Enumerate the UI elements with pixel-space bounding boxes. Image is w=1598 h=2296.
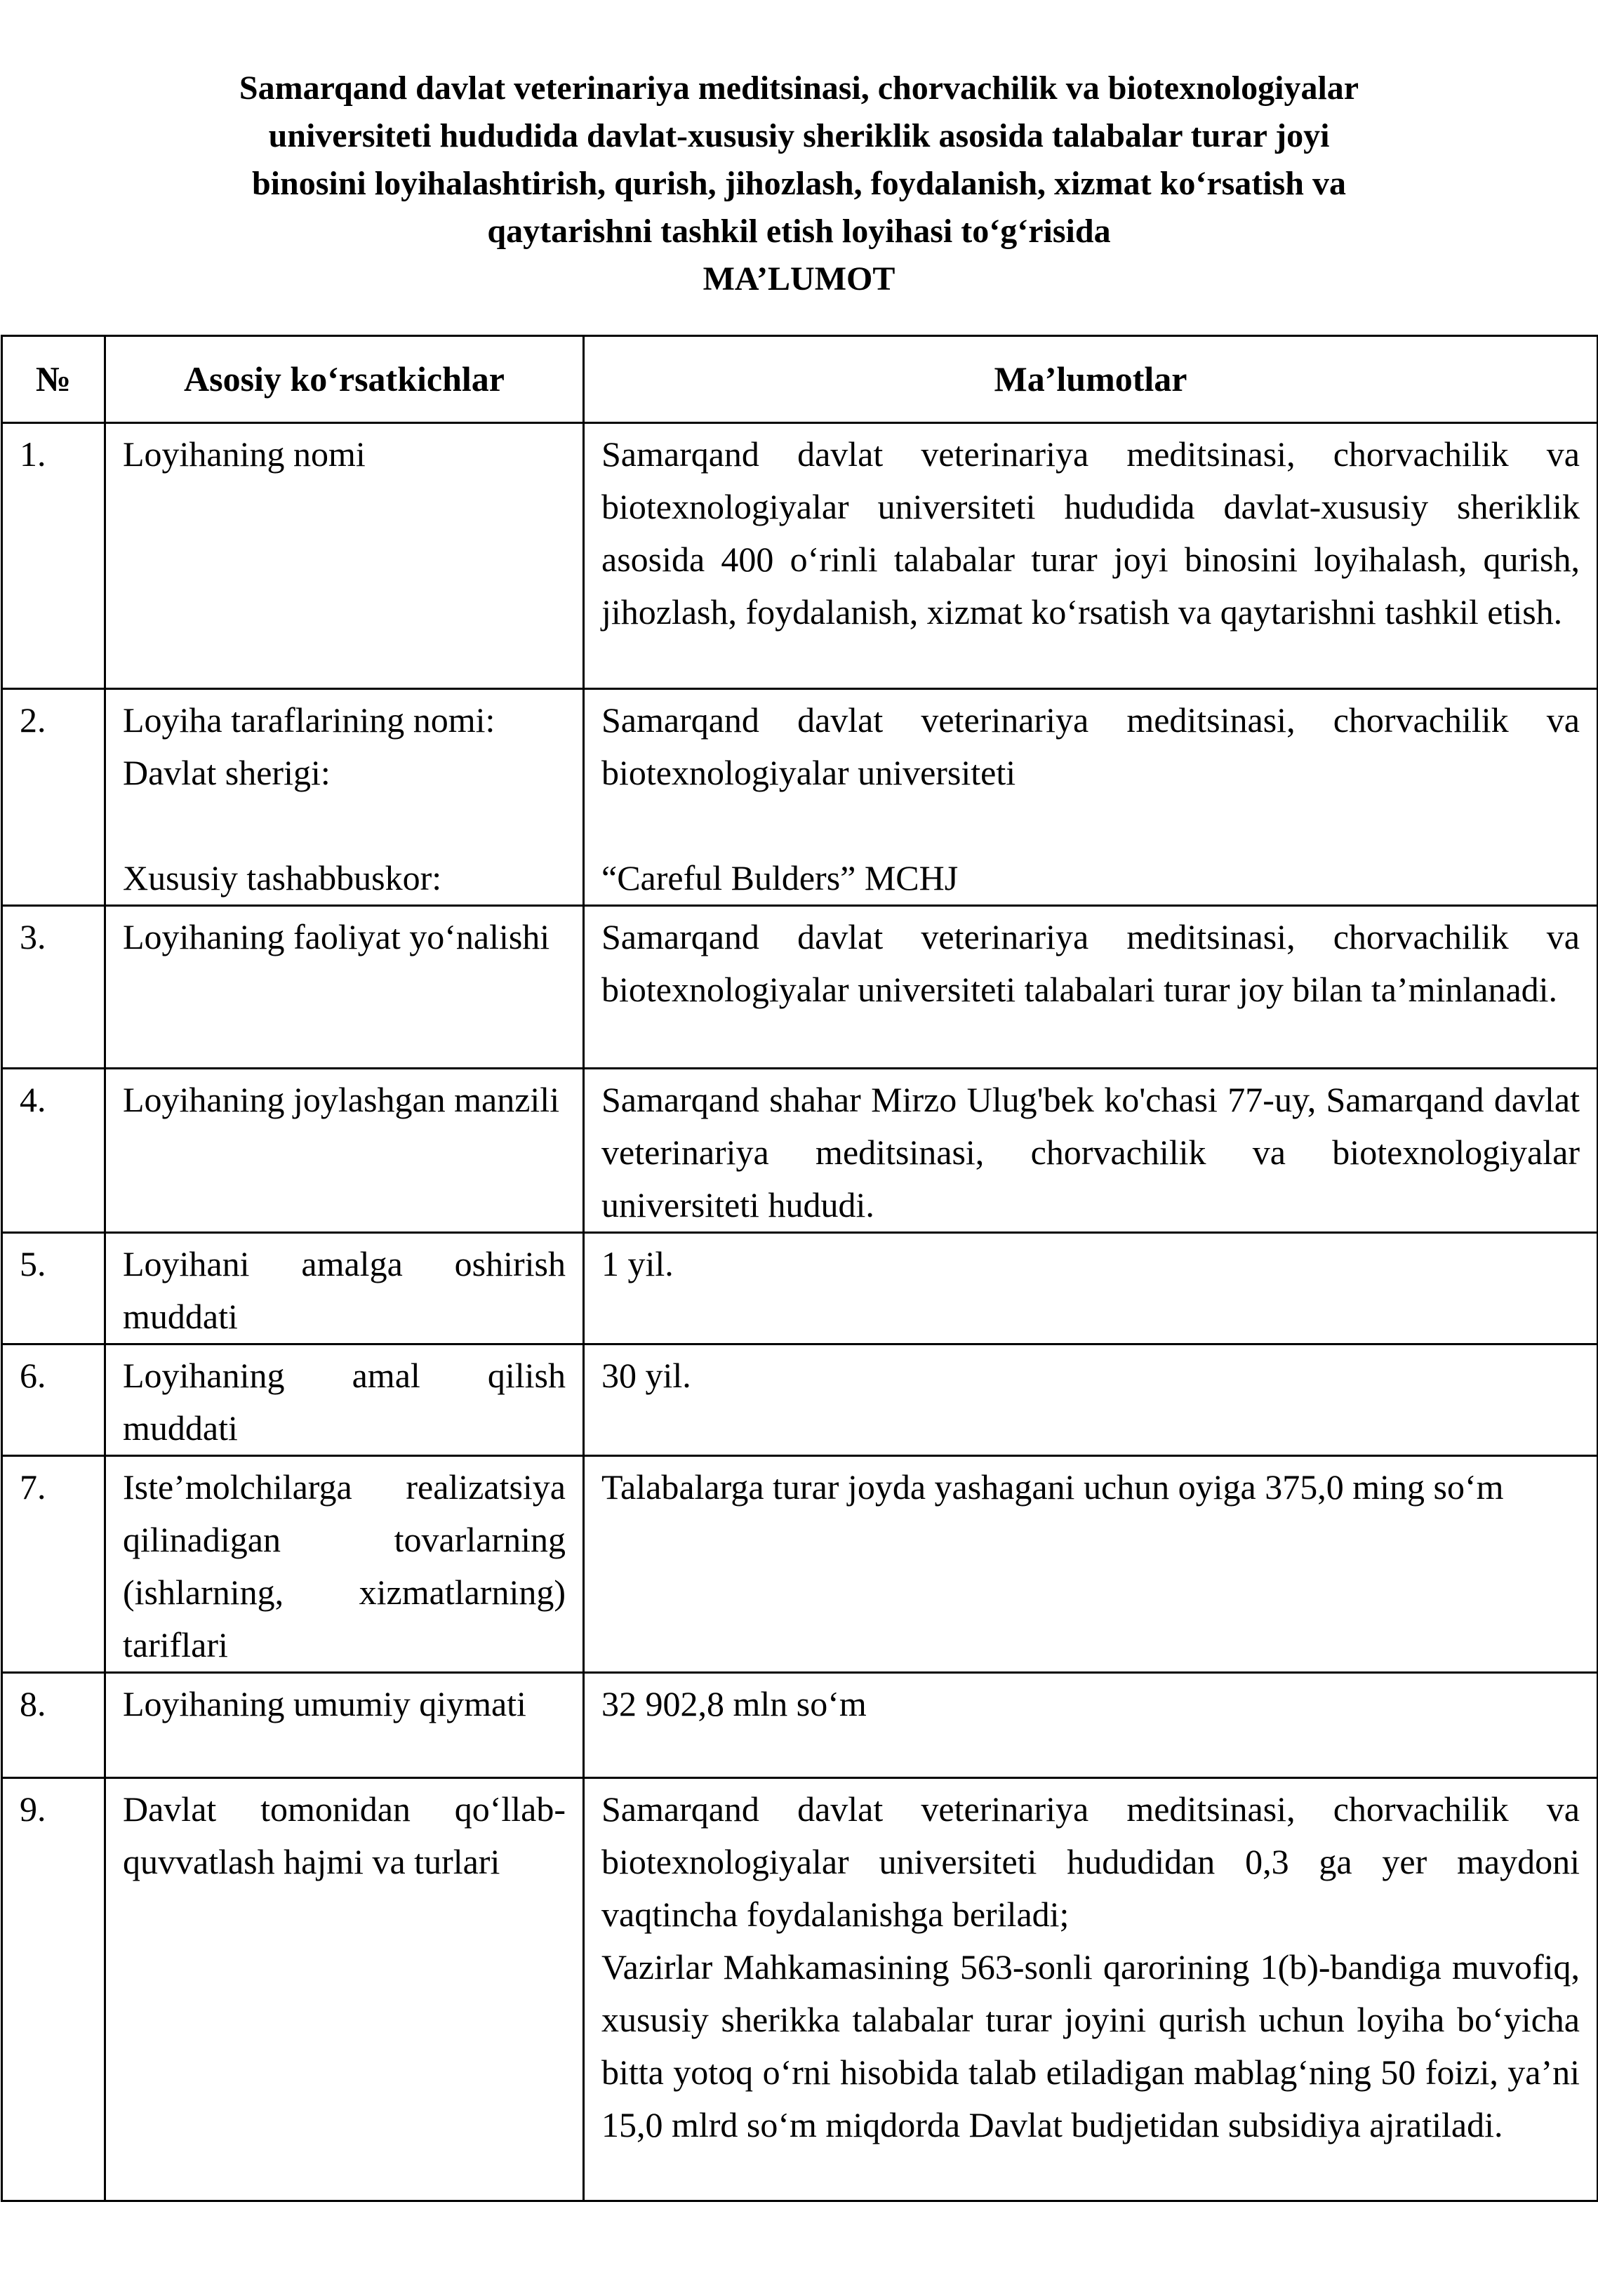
- table-header-row: [2, 336, 1598, 423]
- row-indicator: Loyihaning joylashgan manzili: [105, 1069, 584, 1233]
- table-row: [2, 423, 1598, 689]
- table-row: [2, 1778, 1598, 2201]
- row-number: 8.: [2, 1673, 105, 1778]
- header-data: Ma’lumotlar: [584, 336, 1598, 423]
- title-line-1: Samarqand davlat veterinariya meditsinasi, chorvachilik va biotexnologiyalar: [239, 69, 1359, 107]
- row-indicator: Loyihaning amal qilish muddati: [105, 1344, 584, 1456]
- row-data: 30 yil.: [584, 1344, 1598, 1456]
- row-indicator: Loyihaning faoliyat yo‘nalishi: [105, 906, 584, 1069]
- table-row: [2, 1456, 1598, 1673]
- title-line-3: binosini loyihalashtirish, qurish, jihozlash, foydalanish, xizmat ko‘rsatish va: [251, 165, 1346, 202]
- row-data: Talabalarga turar joyda yashagani uchun oyiga 375,0 ming so‘m: [584, 1456, 1598, 1673]
- row-indicator: Loyihaning umumiy qiymati: [105, 1673, 584, 1778]
- row-number: 4.: [2, 1069, 105, 1233]
- row-data: Samarqand davlat veterinariya meditsinasi, chorvachilik va biotexnologiyalar universiteti hududidan 0,3 ga yer maydoni vaqtincha foydalanishga beriladi; Vazirlar Mahkamasining 563-sonli qarorining 1(b)-bandiga muvofiq, xususiy sherikka talabalar turar joyini qurish uchun loyiha bo‘yicha bitta yotoq o‘rni hisobida talab etiladigan mablag‘ning 50 foizi, ya’ni 15,0 mlrd so‘m miqdorda Davlat budjetidan subsidiya ajratiladi.: [584, 1778, 1598, 2201]
- table-row: [2, 1233, 1598, 1344]
- document-title: [42, 65, 1556, 303]
- header-num: №: [2, 336, 105, 423]
- row-number: 5.: [2, 1233, 105, 1344]
- title-line-2: universiteti hududida davlat-xususiy sheriklik asosida talabalar turar joyi: [268, 117, 1330, 154]
- title-heading: MA’LUMOT: [703, 260, 895, 298]
- row-data: Samarqand shahar Mirzo Ulug'bek ko'chasi 77-uy, Samarqand davlat veterinariya meditsinasi, chorvachilik va biotexnologiyalar universiteti hududi.: [584, 1069, 1598, 1233]
- table-row: [2, 1673, 1598, 1778]
- row-indicator: Davlat tomonidan qo‘llab-quvvatlash hajmi va turlari: [105, 1778, 584, 2201]
- row-number: 1.: [2, 423, 105, 689]
- row-indicator: Loyihani amalga oshirish muddati: [105, 1233, 584, 1344]
- row-data: Samarqand davlat veterinariya meditsinasi, chorvachilik va biotexnologiyalar universiteti hududida davlat-xususiy sheriklik asosida 400 o‘rinli talabalar turar joyi binosini loyihalash, qurish, jihozlash, foydalanish, xizmat ko‘rsatish va qaytarishni tashkil etish.: [584, 423, 1598, 689]
- row-indicator: Loyiha taraflarining nomi: Davlat sherigi: Xususiy tashabbuskor:: [105, 689, 584, 906]
- title-line-4: qaytarishni tashkil etish loyihasi to‘g‘risida: [487, 213, 1111, 250]
- row-data: Samarqand davlat veterinariya meditsinasi, chorvachilik va biotexnologiyalar universiteti “Careful Bulders” MCHJ: [584, 689, 1598, 906]
- row-number: 6.: [2, 1344, 105, 1456]
- table-row: [2, 906, 1598, 1069]
- row-data: Samarqand davlat veterinariya meditsinasi, chorvachilik va biotexnologiyalar universiteti talabalari turar joy bilan ta’minlanadi.: [584, 906, 1598, 1069]
- row-data: 32 902,8 mln so‘m: [584, 1673, 1598, 1778]
- row-number: 2.: [2, 689, 105, 906]
- table-row: [2, 1344, 1598, 1456]
- row-number: 7.: [2, 1456, 105, 1673]
- row-number: 9.: [2, 1778, 105, 2201]
- table-row: [2, 689, 1598, 906]
- row-data: 1 yil.: [584, 1233, 1598, 1344]
- table-row: [2, 1069, 1598, 1233]
- row-indicator: Loyihaning nomi: [105, 423, 584, 689]
- row-number: 3.: [2, 906, 105, 1069]
- header-indicator: Asosiy ko‘rsatkichlar: [105, 336, 584, 423]
- info-table: [1, 335, 1598, 2202]
- row-indicator: Iste’molchilarga realizatsiya qilinadigan tovarlarning (ishlarning, xizmatlarning) tariflari: [105, 1456, 584, 1673]
